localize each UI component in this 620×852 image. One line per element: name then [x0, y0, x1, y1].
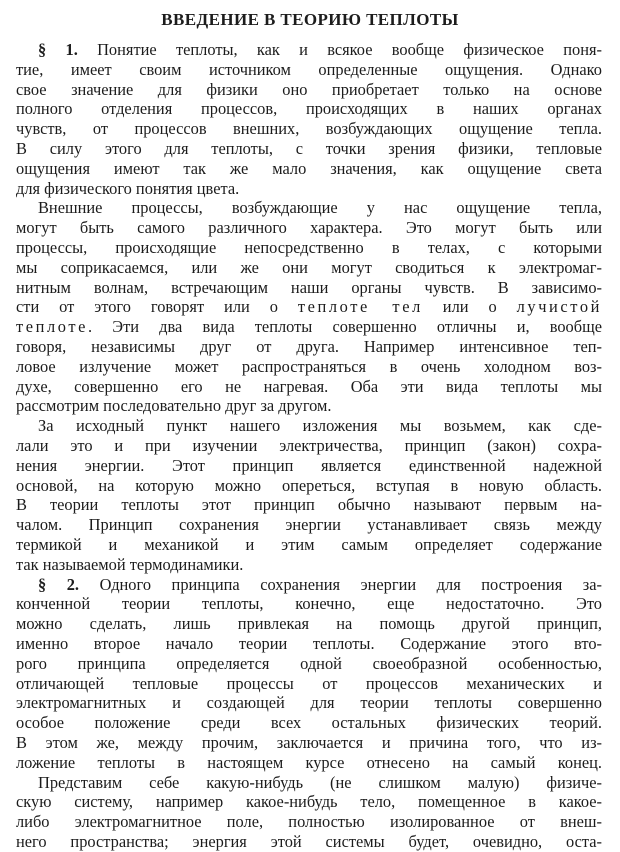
- line-text: нитным волнам, встречающим наши органы чувств. В зависимо-: [16, 277, 602, 297]
- text-line: [16, 693, 602, 713]
- line-text: процессы, происходящие непосредственно в телах, с которыми: [16, 238, 602, 257]
- text-line: [16, 594, 602, 614]
- line-text: конченной теории теплоты, конечно, еще недостаточно. Это: [16, 594, 602, 614]
- text-line: [16, 258, 602, 278]
- text-line: [38, 40, 602, 60]
- text-line: [16, 674, 602, 694]
- line-text: свое значение для физики оно приобретает только на основе: [16, 79, 602, 99]
- text-line: [38, 198, 602, 218]
- text-line: [16, 159, 602, 179]
- text-line: [16, 753, 602, 773]
- line-text: термикой и механикой и этим самым определяет содержание: [16, 535, 602, 554]
- text-line: [16, 476, 602, 496]
- line-text: либо электромагнитное поле, полностью изолированное от внеш-: [16, 812, 602, 832]
- line-text: духе, совершенно его не нагревая. Оба эти вида теплоты мы: [16, 376, 602, 396]
- page-title: ВВЕДЕНИЕ В ТЕОРИЮ ТЕПЛОТЫ: [161, 10, 459, 29]
- text-line: [16, 555, 243, 575]
- line-text: . Эти два вида теплоты совершенно отличны и, вообще: [88, 317, 602, 337]
- line-text: ловое излучение может распространяться в очень холодном воз-: [16, 356, 602, 376]
- line-text: электромагнитных и создающей для теории теплоты совершенно: [16, 693, 602, 713]
- line-text: особое положение среди всех остальных физических теорий.: [16, 713, 602, 733]
- line-text: чувств, от процессов внешних, возбуждающих ощущение тепла.: [16, 119, 602, 139]
- line-text: говоря, независимы друг от друга. Например интенсивное теп-: [16, 337, 602, 356]
- line-text: могут быть самого различного характера. Это могут быть или: [16, 218, 602, 238]
- line-text: именно второе начало теории теплоты. Содержание этого вто-: [16, 634, 602, 653]
- line-text: ощущения имеют так же мало значения, как ощущение света: [16, 158, 602, 178]
- text-line: [16, 139, 602, 159]
- line-text: В этом же, между прочим, заключается и причина того, что из-: [16, 733, 602, 752]
- text-line: [16, 515, 602, 535]
- line-text: полного отделения процессов, происходящих в наших органах: [16, 99, 602, 119]
- text-line: [16, 614, 602, 634]
- section-number: § 2.: [38, 574, 80, 594]
- text-line: [16, 792, 602, 812]
- line-text: нения энергии. Этот принцип является единственной надежной: [16, 455, 602, 475]
- line-text: Одного принципа сохранения энергии для построения за-: [79, 574, 602, 594]
- section-number: § 1.: [38, 40, 78, 59]
- text-line: [16, 278, 602, 298]
- text-line: [16, 119, 602, 139]
- text-line: [16, 654, 602, 674]
- line-text: мы соприкасаемся, или же они могут сводиться к электромаг-: [16, 257, 602, 277]
- line-text: можно сделать, лишь привлекая на помощь другой принцип,: [16, 614, 602, 634]
- text-line: [16, 832, 602, 852]
- text-line: [38, 773, 602, 793]
- line-text: или о: [422, 297, 517, 317]
- text-line: [38, 575, 602, 595]
- line-text: За исходный пункт нашего изложения мы возьмем, как сде-: [38, 416, 602, 436]
- text-line: [16, 297, 602, 317]
- text-line: [16, 80, 602, 100]
- line-text: основой, на которую можно опереться, вступая в новую область.: [16, 475, 602, 495]
- text-line: [16, 218, 602, 238]
- line-text: рассмотрим последовательно друг за другом.: [16, 396, 332, 416]
- line-text: В силу этого для теплоты, с точки зрения физики, тепловые: [16, 139, 602, 158]
- text-line: [16, 396, 332, 416]
- line-text: чалом. Принцип сохранения энергии устанавливает связь между: [16, 515, 602, 535]
- text-line: [16, 377, 602, 397]
- line-text: сти от этого говорят или о: [16, 297, 298, 317]
- line-text: Понятие теплоты, как и всякое вообще физическое поня-: [77, 40, 602, 59]
- emphasized-term: лучистой: [516, 297, 603, 317]
- text-line: [16, 634, 602, 654]
- line-text: для физического понятия цвета.: [16, 178, 240, 198]
- text-line: [16, 733, 602, 753]
- text-line: [16, 99, 602, 119]
- line-text: Внешние процессы, возбуждающие у нас ощущение тепла,: [38, 198, 602, 218]
- text-line: [16, 238, 602, 258]
- line-text: В теории теплоты этот принцип обычно называют первым на-: [16, 495, 602, 515]
- text-line: [16, 812, 602, 832]
- line-text: Представим себе какую-нибудь (не слишком малую) физиче-: [38, 772, 602, 792]
- line-text: скую систему, например какое-нибудь тело, помещенное в какое-: [16, 792, 602, 812]
- text-line: [16, 337, 602, 357]
- line-text: лали это и при изучении электричества, принцип (закон) сохра-: [16, 436, 602, 455]
- emphasized-term: теплоте: [16, 317, 89, 337]
- text-line: [16, 535, 602, 555]
- text-line: [16, 317, 602, 337]
- text-line: [16, 436, 602, 456]
- line-text: тие, имеет своим источником определенные ощущения. Однако: [16, 59, 602, 79]
- text-line: [16, 60, 602, 80]
- text-line: [16, 495, 602, 515]
- text-line: [38, 416, 602, 436]
- text-line: [16, 357, 602, 377]
- line-text: отличающей тепловые процессы от процессов механических и: [16, 673, 602, 693]
- line-text: рого принципа определяется одной своеобразной особенностью,: [16, 653, 602, 673]
- line-text: так называемой термодинамики.: [16, 554, 244, 574]
- line-text: ложение теплоты в настоящем курсе отнесено на самый конец.: [16, 752, 602, 772]
- emphasized-term: теплоте тел: [297, 297, 423, 317]
- text-line: [16, 179, 239, 199]
- line-text: него пространства; энергия этой системы будет, очевидно, оста-: [16, 832, 602, 851]
- text-line: [16, 456, 602, 476]
- text-line: [16, 713, 602, 733]
